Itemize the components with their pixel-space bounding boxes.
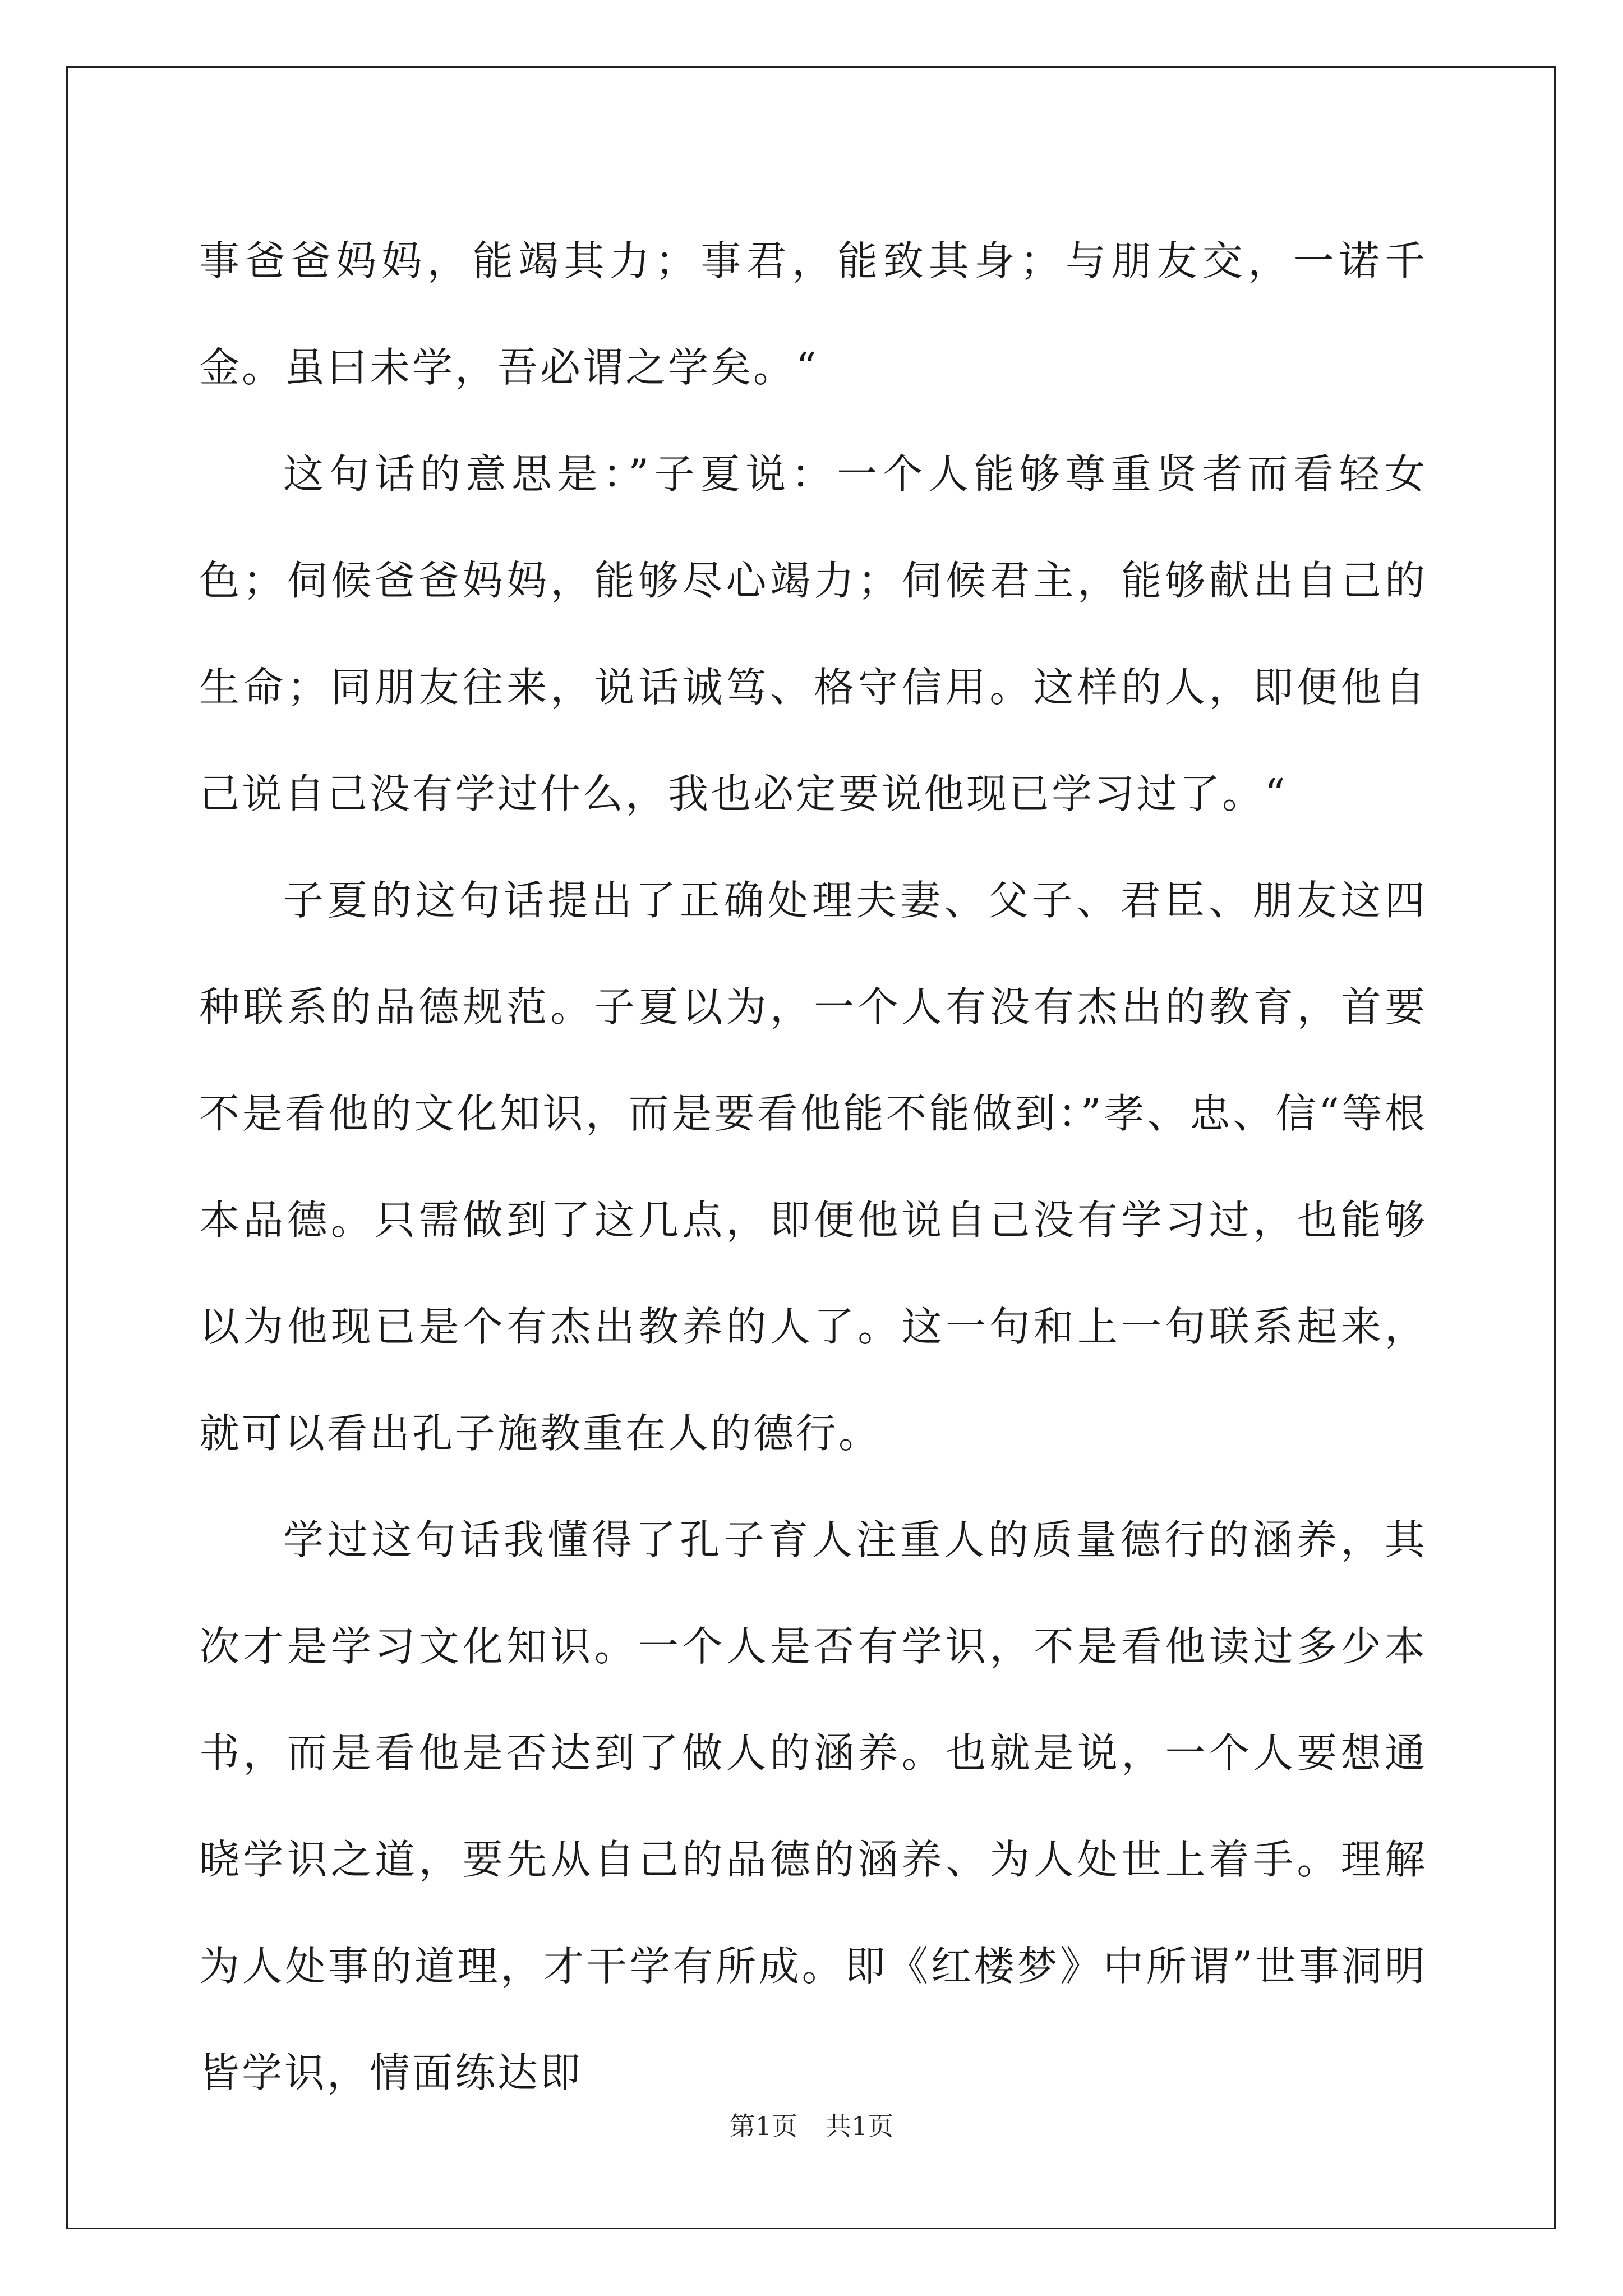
page-footer xyxy=(0,2109,1623,2143)
paragraph-1: 事爸爸妈妈，能竭其力；事君，能致其身；与朋友交，一诺千金。虽曰未学，吾必谓之学矣。“ xyxy=(199,237,1427,391)
document-body xyxy=(199,208,1427,2126)
paragraph-2: 这句话的意思是：”子夏说：一个人能够尊重贤者而看轻女色；伺候爸爸妈妈，能够尽心竭力；伺候君主，能够献出自己的生命；同朋友往来，说话诚笃、格守信用。这样的人，即便他自己说自己没有学过什么，我也必定要说他现已学习过了。“ xyxy=(199,450,1427,817)
page-number: 第1页 xyxy=(729,2111,797,2141)
page-total: 共1页 xyxy=(826,2111,894,2141)
paragraph-4: 学过这句话我懂得了孔子育人注重人的质量德行的涵养，其次才是学习文化知识。一个人是否有学识，不是看他读过多少本书，而是看他是否达到了做人的涵养。也就是说，一个人要想通晓学识之道，要先从自己的品德的涵养、为人处世上着手。理解为人处事的道理，才干学有所成。即《红楼梦》中所谓”世事洞明皆学识，情面练达即 xyxy=(199,1516,1427,2096)
paragraph-3: 子夏的这句话提出了正确处理夫妻、父子、君臣、朋友这四种联系的品德规范。子夏以为，一个人有没有杰出的教育，首要不是看他的文化知识，而是要看他能不能做到：”孝、忠、信“等根本品德。只需做到了这几点，即便他说自己没有学习过，也能够以为他现已是个有杰出教养的人了。这一句和上一句联系起来，就可以看出孔子施教重在人的德行。 xyxy=(199,877,1427,1457)
